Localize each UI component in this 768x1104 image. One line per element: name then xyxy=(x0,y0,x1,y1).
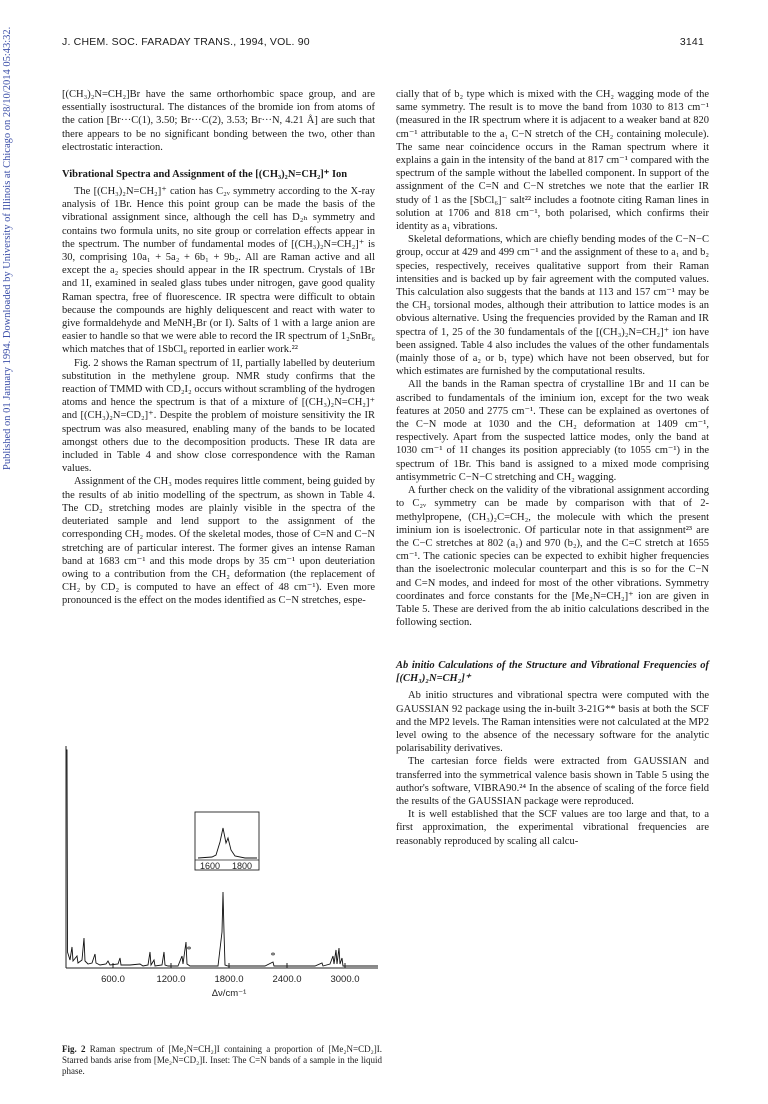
x-tick-label: 1200.0 xyxy=(156,974,186,985)
paragraph: It is well established that the SCF values are too large and that, to a first approximation, the experimental vibrational frequencies are reasonably reproduced by scaling all calcu- xyxy=(396,809,709,847)
paragraph: Ab initio structures and vibrational spectra were computed with the GAUSSIAN 92 package using the in-built 3-21G** basis at both the SCF and the MP2 levels. The Raman intensities were not calculated at the MP2 level owing to the absence of the necessary software for the analytic polarisability derivatives. xyxy=(396,690,709,755)
paragraph: All the bands in the Raman spectra of crystalline 1Br and 1I can be ascribed to fundamentals of the iminium ion, except for the two weak features at 2050 and 2775 cm⁻¹. These can be explained as overtones of the C−N mode at 1030 and the CH₂ deformation at 1409 cm⁻¹, respectively. Apart from the suspected lattice modes, only the band at 1030 cm⁻¹ of 1I changes its position appreciably (to 1055 cm⁻¹) in the spectrum of 1Br. This band is assigned to a mixed mode comprising antisymmetric C−N−C stretching and CH₂ wagging. xyxy=(396,379,709,483)
x-tick-label: 1800.0 xyxy=(214,974,244,985)
paragraph: cially that of b₂ type which is mixed with the CH₂ wagging mode of the same symmetry. The result is to move the band from 1030 to 813 cm⁻¹ (measured in the IR spectrum where it is adjacent to a weaker band at 820 cm⁻¹ attributable to the a₁ C−N stretch of the CH₂ containing molecule). The same near coincidence occurs in the Raman spectrum where it explains a gain in the intensity of the band at 817 cm⁻¹ compared with the spectrum of the sample without the labelled component. In support of the assignment of the C=N and C−N stretches we note that the earlier IR study of 1 as the [SbCl₆]⁻ salt²² includes a footnote citing Raman lines in solution at 1706 and 818 cm⁻¹, both polarised, which confirms their identity as a₁ vibrations. xyxy=(396,89,709,233)
figure-caption xyxy=(62,1044,382,1077)
page-number: 3141 xyxy=(679,36,704,48)
starred-bands xyxy=(187,945,276,962)
section-heading: Vibrational Spectra and Assignment of the [(CH₃)₂N=CH₂]⁺ Ion xyxy=(62,169,348,181)
x-axis-label: Δν/cm⁻¹ xyxy=(211,988,247,999)
caption-label: Fig. 2 xyxy=(62,1044,86,1054)
paragraph: The cartesian force fields were extracted from GAUSSIAN and transferred into the symmetrical valence basis shown in Table 5 using the author's software, VIBRA90.²⁴ In the absence of scaling of the force field the results of the GAUSSIAN package were reproduced. xyxy=(396,756,709,807)
left-column xyxy=(62,88,375,608)
right-column xyxy=(396,88,709,848)
paragraph: [(CH₃)₂N=CH₂]Br have the same orthorhombic space group, and are essentially isostructural. The distances of the bromide ion from atoms of the cation [Br···C(1), 3.50; Br···C(2), 3.53; Br···N, 4.21 Å] are such that there appears to be no significant bonding between the two, other than electrostatic interaction. xyxy=(62,89,375,153)
paragraph: Assignment of the CH₃ modes requires little comment, being guided by the results of ab initio modelling of the spectrum, as shown in Table 4. The CD₂ stretching modes are plainly visible in the spectra of the deuteriated sample and lend support to the assignment of the corresponding CH₂ modes. Of the skeletal modes, those of C=N and C−N stretching are of particular interest. The former gives an intense Raman band at 1683 cm⁻¹ and this mode drops by 35 cm⁻¹ upon deuteriation owing to a contribution from the CH₂ deformation (the replacement of CH₂ by CD₂ is computed to have an effect of 48 cm⁻¹). Even more pronounced is the effect on the modes identified as C−N stretches, espe- xyxy=(62,476,375,607)
raman-spectrum-figure xyxy=(60,742,382,1042)
svg-text:*: * xyxy=(270,951,276,962)
paragraph: Skeletal deformations, which are chiefly bending modes of the C−N−C group, occur at 429 and 499 cm⁻¹ and the assignment of these to a₁ and b₂ species, respectively, receives qualitative support from their Raman intensities and is backed up by fair agreement with the computed values. This calculation also suggests that the bands at 113 and 157 cm⁻¹ may be the CH₃ torsional modes, although their attribution to lattice modes is an obvious alternative. Using the frequencies provided by the Raman and IR spectra of 1, 25 of the 30 fundamentals of the [(CH₃)₂N=CH₂]⁺ ion have been assigned. Table 4 also includes the values of the other fundamentals (mainly those of a₂ or b₁ type) which have not been observed, but for which estimates are furnished by the computational results. xyxy=(396,234,709,378)
section-heading: Ab initio Calculations of the Structure and Vibrational Frequencies of [(CH₃)₂N=CH₂]⁺ xyxy=(396,660,709,685)
x-tick-label: 2400.0 xyxy=(272,974,302,985)
x-tick-label: 3000.0 xyxy=(330,974,360,985)
download-stamp: Published on 01 January 1994. Downloaded by University of Illinois at Chicago on 28/10/2014 05:43:32. xyxy=(2,26,13,470)
journal-citation: J. CHEM. SOC. FARADAY TRANS., 1994, VOL. 90 xyxy=(62,36,310,48)
paragraph: A further check on the validity of the vibrational assignment according to C₂ᵥ symmetry can be made by comparison with that of 2-methylpropene, (CH₃)₂C=CH₂, the molecule with which the present iminium ion is isoelectronic. Of particular note in that assignment²³ are the C−C stretches at 802 (a₁) and 970 (b₂), and the C=C stretch at 1655 cm⁻¹. The cationic species can be expected to exhibit higher frequencies than the isoelectronic molecular counterpart and this is so for the C−N and C=N modes, and indeed for most of the other vibrations. Symmetry coordinates and force constants for the [Me₂N=CH₂]⁺ ion are given in Table 5. These are derived from the ab initio calculations described in the following section. xyxy=(396,485,709,629)
x-tick-label: 600.0 xyxy=(101,974,125,985)
paragraph: The [(CH₃)₂N=CH₂]⁺ cation has C₂ᵥ symmetry according to the X-ray analysis of 1Br. Hence this point group can be made the basis of the vibrational assignment since, although the cell has D₂ₕ symmetry and contains two formula units, no site group or correlation effects appear in the spectrum. The number of fundamental modes of [(CH₃)₂N=CH₂]⁺ is 30, comprising 10a₁ + 5a₂ + 6b₁ + 9b₂. All are Raman active and all except the a₂ species should appear in the IR spectrum. Crystals of 1Br and 1I, examined in sealed glass tubes under nitrogen, gave good quality Raman spectra, free of fluorescence. IR spectra were difficult to obtain because the compounds are highly deliquescent and react with water to give formaldehyde and MeNH₂Br (or I). Salts of 1 with a large anion are easier to handle so that we were able to record the IR spectrum of 1₂SnBr₆ which matches that of 1SbCl₆ reported in earlier work.²² xyxy=(62,186,375,356)
inset-tick-label: 1600 xyxy=(199,861,221,871)
inset-tick-label: 1800 xyxy=(231,861,253,871)
svg-text:*: * xyxy=(186,945,192,956)
raman-spectrum-chart xyxy=(60,742,382,1042)
paragraph: Fig. 2 shows the Raman spectrum of 1I, partially labelled by deuterium substitution in the methylene group. NMR study confirms that the reaction of TMMD with CD₂I₂ occurs without scrambling of the hydrogen atoms and hence the spectrum is that of a mixture of [(CH₃)₂N=CH₂]⁺ and [(CH₃)₂N=CD₂]⁺. Despite the problem of moisture sensitivity the IR spectrum was also measured, enabling many of the bands to be located amongst others due to the decomposition products. These IR data are included in Table 4 and show close correspondence with the Raman values. xyxy=(62,357,375,475)
running-header xyxy=(62,36,704,54)
caption-text: Raman spectrum of [Me₂N=CH₂]I containing a proportion of [Me₂N=CD₂]I. Starred bands arise from [Me₂N=CD₂]I. Inset: The C=N bands of a sample in the liquid phase. xyxy=(62,1044,383,1076)
